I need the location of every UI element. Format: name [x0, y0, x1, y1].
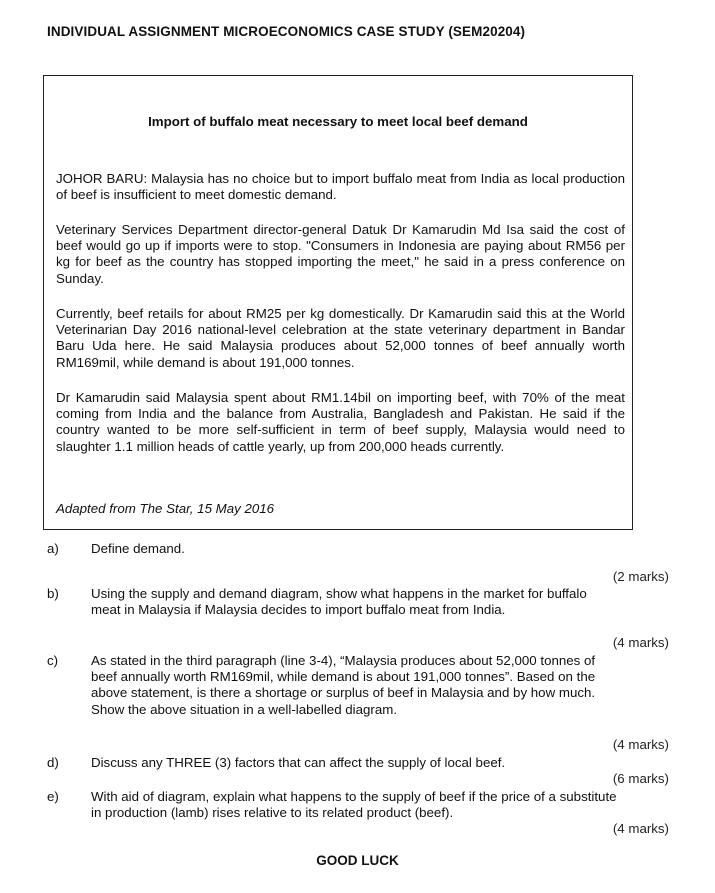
article-headline: Import of buffalo meat necessary to meet local beef demand	[148, 114, 528, 129]
question-a-text: Define demand.	[91, 541, 185, 556]
question-b-letter: b)	[47, 586, 59, 601]
article-source: Adapted from The Star, 15 May 2016	[56, 501, 275, 516]
question-a-marks: (2 marks)	[612, 569, 669, 584]
question-d-letter: d)	[47, 755, 59, 770]
question-e-marks: (4 marks)	[612, 821, 669, 836]
question-d-marks: (6 marks)	[612, 771, 669, 786]
question-d-text: Discuss any THREE (3) factors that can affect the supply of local beef.	[91, 755, 506, 770]
question-c-letter: c)	[47, 653, 59, 668]
question-e-letter: e)	[47, 789, 59, 804]
document-title: INDIVIDUAL ASSIGNMENT MICROECONOMICS CASE STUDY (SEM20204)	[47, 24, 526, 39]
question-c-marks: (4 marks)	[612, 737, 669, 752]
article-box	[43, 75, 633, 530]
question-e-text: With aid of diagram, explain what happens to the supply of beef if the price of a substitute in production (lamb) rises relative to its related product (beef).	[91, 789, 617, 821]
article-paragraph-3: Currently, beef retails for about RM25 per kg domestically. Dr Kamarudin said this at the World Veterinarian Day 2016 national-level celebration at the state veterinary department in Bandar Baru Uda here. He said Malaysia produces about 52,000 tonnes of beef annually worth RM169mil, while demand is about 191,000 tonnes.	[56, 306, 625, 370]
article-paragraph-1: JOHOR BARU: Malaysia has no choice but to import buffalo meat from India as local production of beef is insufficient to meet domestic demand.	[56, 171, 625, 203]
article-paragraph-4: Dr Kamarudin said Malaysia spent about RM1.14bil on importing beef, with 70% of the meat coming from India and the balance from Australia, Bangladesh and Pakistan. He said if the country wanted to be more self-sufficient in term of beef supply, Malaysia would need to slaughter 1.1 million heads of cattle yearly, up from 200,000 heads currently.	[56, 390, 625, 454]
closing-text: GOOD LUCK	[316, 853, 399, 868]
question-a-letter: a)	[47, 541, 59, 556]
question-b-marks: (4 marks)	[612, 635, 669, 650]
question-b-text: Using the supply and demand diagram, show what happens in the market for buffalo meat in Malaysia if Malaysia decides to import buffalo meat from India.	[91, 586, 587, 618]
article-paragraph-2: Veterinary Services Department director-general Datuk Dr Kamarudin Md Isa said the cost of beef would go up if imports were to stop. "Consumers in Indonesia are paying about RM56 per kg for beef as the country has stopped importing the meet," he said in a press conference on Sunday.	[56, 222, 625, 286]
question-c-text: As stated in the third paragraph (line 3-4), “Malaysia produces about 52,000 tonnes of beef annually worth RM169mil, while demand is about 191,000 tonnes”. Based on the above statement, is there a shortage or surplus of beef in Malaysia and by how much. Show the above situation in a well-labelled diagram.	[91, 653, 596, 717]
